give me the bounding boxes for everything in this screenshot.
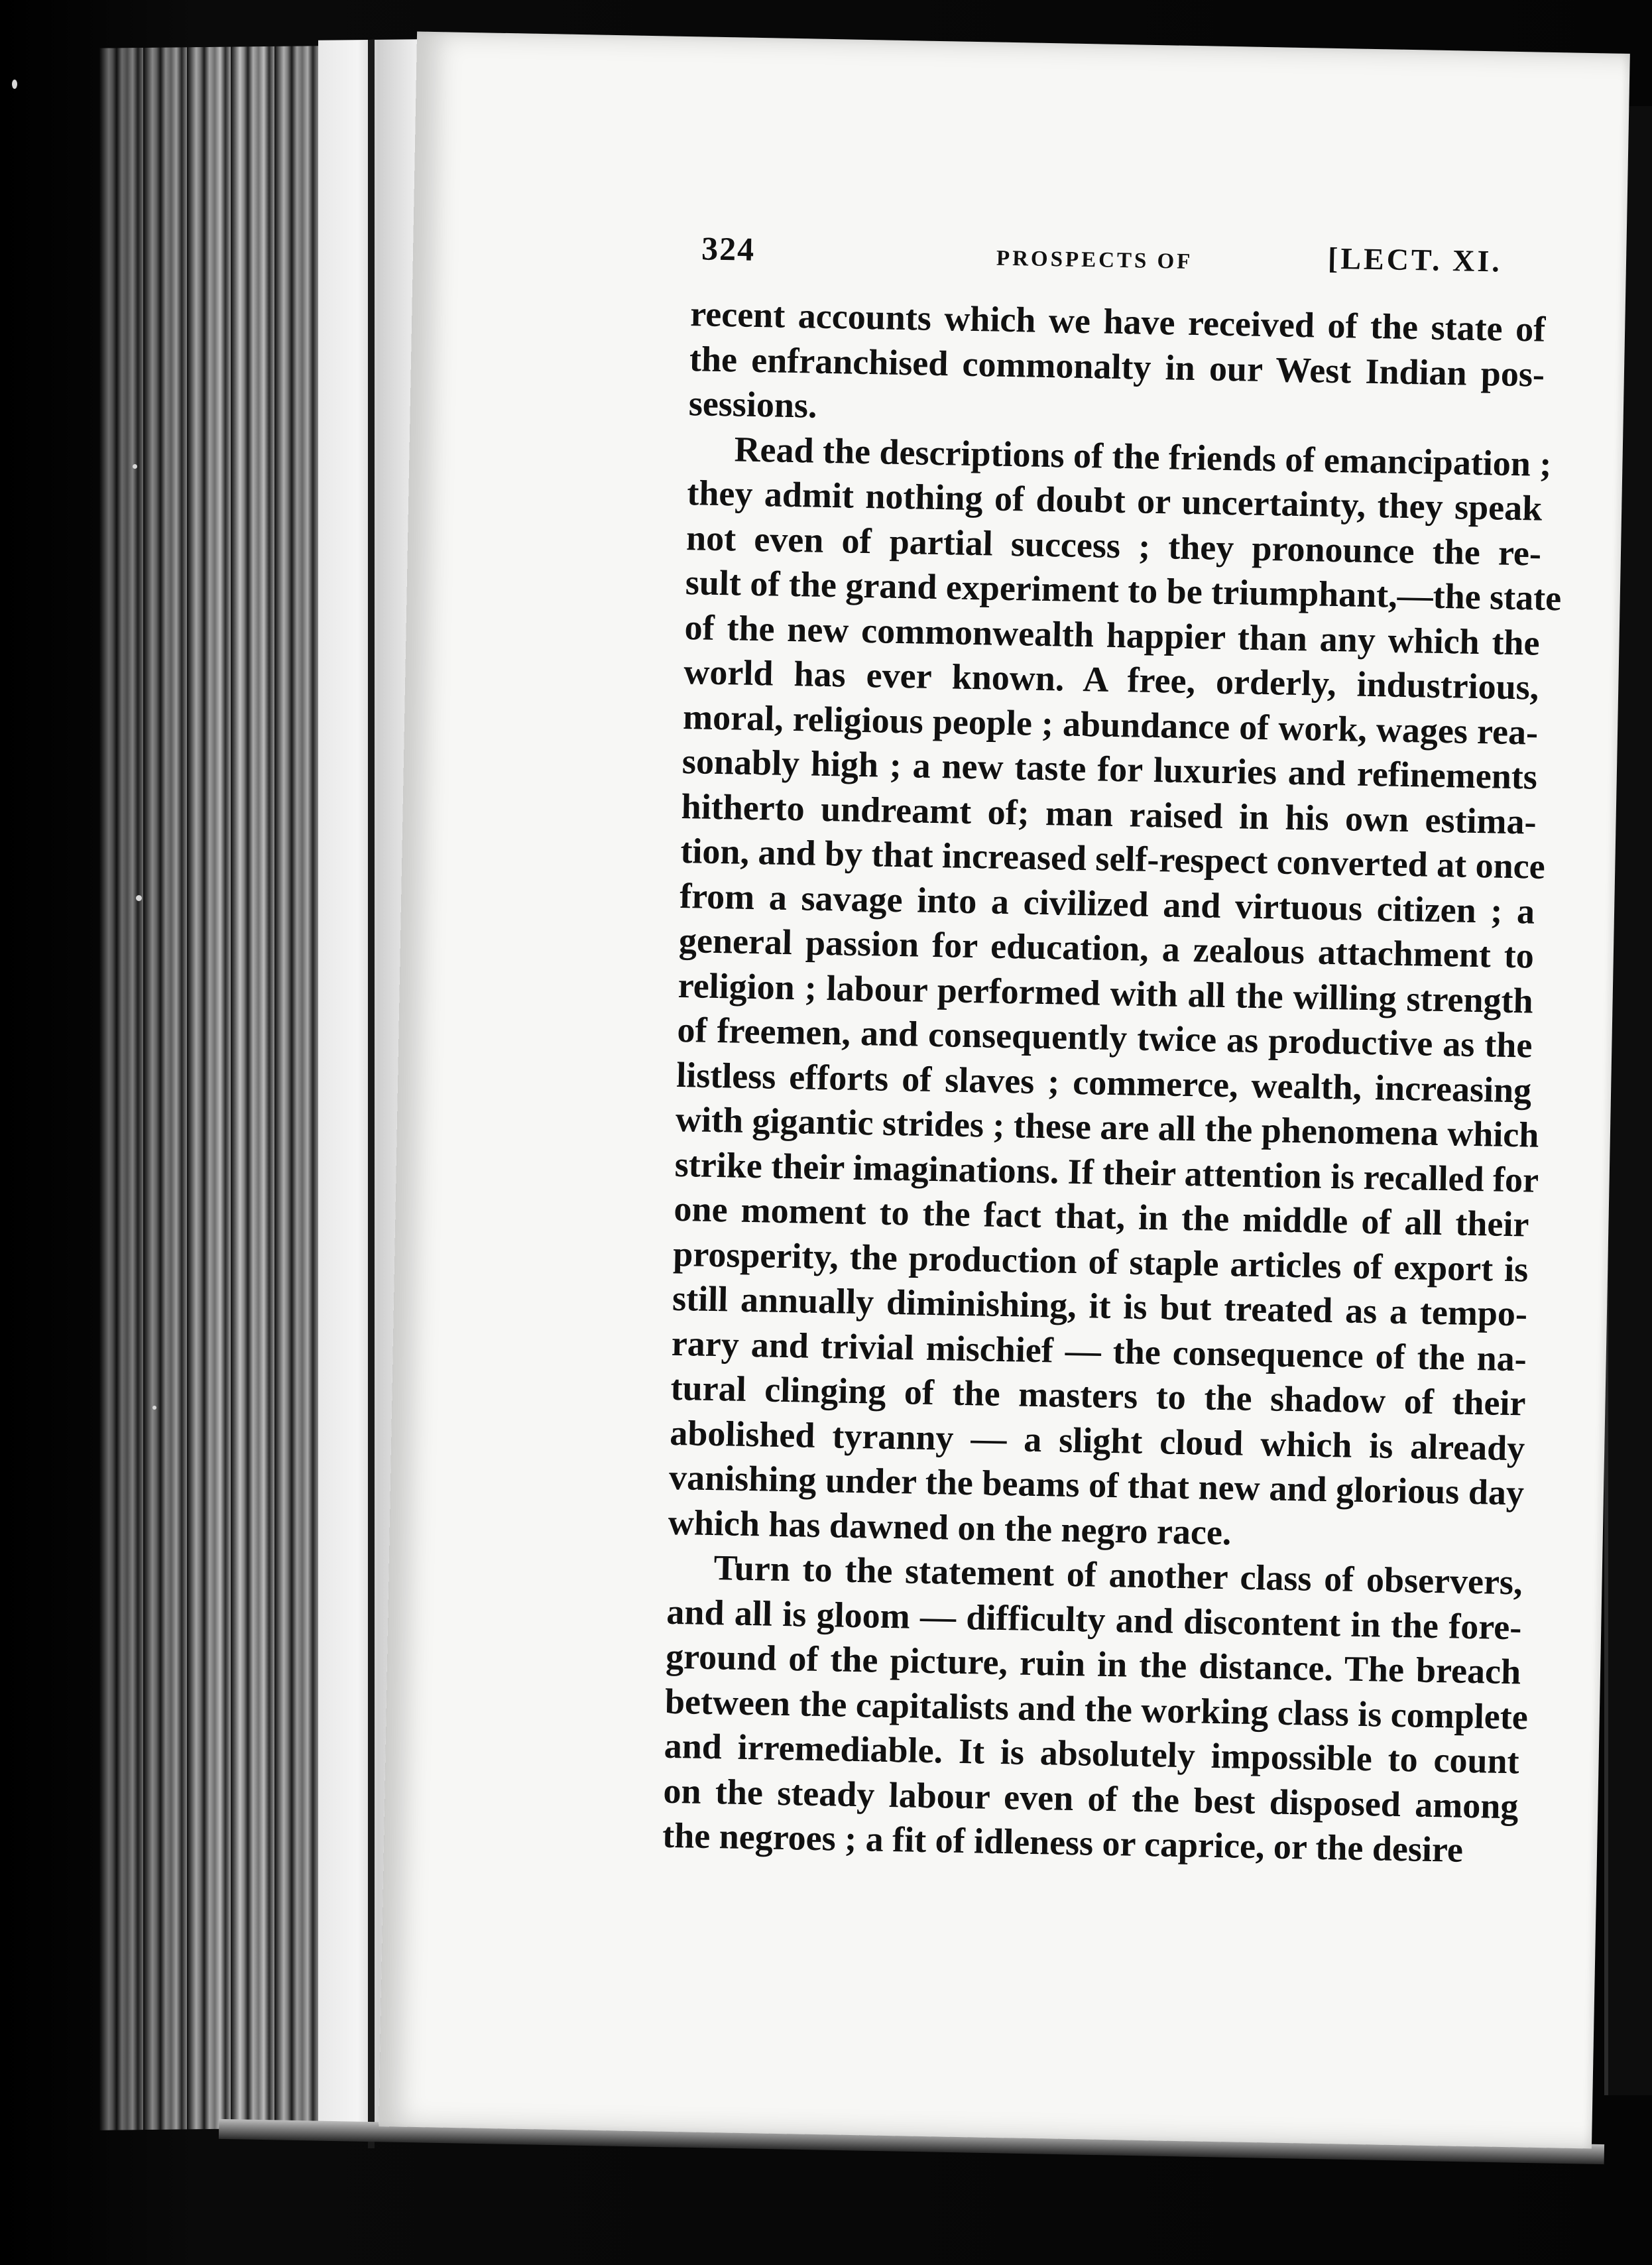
book-page [379,31,1630,2148]
paragraph [662,1545,1529,1874]
text-line: hitherto undreamt of; man raised in his own estima- [681,786,1537,842]
text-line: the enfranchised commonalty in our West Indian pos- [689,338,1545,395]
text-line: listless efforts of slaves ; commerce, wealth, increasing [676,1054,1532,1111]
text-line: ground of the picture, ruin in the distance. The breach [665,1636,1521,1692]
text-line: abolished tyranny — a slight cloud which is already [669,1412,1525,1468]
text-line: from a savage into a civilized and virtuous citizen ; a [679,875,1535,932]
text-line: and irremediable. It is absolutely impossible to count [664,1725,1520,1782]
text-line: not even of partial success ; they pronounce the re- [685,517,1542,574]
text-line: Read the descriptions of the friends of emancipation ; [734,428,1552,484]
text-line: tural clinging of the masters to the shadow of their [670,1367,1527,1424]
paragraph [668,426,1562,1561]
paragraph [688,292,1545,442]
text-line: of freemen, and consequently twice as productive as the [677,1009,1533,1066]
text-line: one moment to the fact that, in the middle of all their [674,1188,1529,1245]
spine-gutter [368,40,375,2148]
text-line: rary and trivial mischief — the consequence of the na- [671,1323,1527,1378]
text-line: moral, religious people ; abundance of work, wages rea- [682,696,1539,753]
text-line: vanishing under the beams of that new and glorious day [668,1457,1525,1513]
text-line: of the new commonwealth happier than any which the [684,607,1541,663]
text-line: tion, and by that increased self-respect converted at once [679,830,1546,887]
running-head-title: PROSPECTS OF [996,246,1193,274]
running-head-lecture: [LECT. XI. [1327,241,1503,278]
text-line: which has dawned on the negro race. [668,1502,1232,1552]
text-line: world has ever known. A free, orderly, industrious, [683,652,1539,707]
text-line: and all is gloom — difficulty and discontent in the fore- [666,1591,1522,1647]
page-text-layer [379,31,1630,2148]
text-line: the negroes ; a fit of idleness or caprice, or the desire [662,1815,1464,1870]
text-line: sonably high ; a new taste for luxuries and refinements [681,741,1538,797]
text-line: general passion for education, a zealous attachment to [678,920,1535,976]
text-line: on the steady labour even of the best disposed among [663,1770,1519,1826]
text-line: they admit nothing of doubt or uncertainty, they speak [686,473,1543,528]
text-line: strike their imaginations. If their attention is recalled for [674,1144,1539,1200]
text-line: Turn to the statement of another class of observers, [713,1548,1523,1603]
running-head [701,229,1563,291]
text-line: still annually diminishing, it is but treated as a tempo- [672,1278,1528,1334]
body-text [662,292,1562,1874]
text-line: recent accounts which we have received of the state of [689,294,1546,349]
text-line: prosperity, the production of staple articles of export is [672,1233,1529,1290]
text-line: religion ; labour performed with all the willing strength [678,965,1534,1021]
text-line: sessions. [688,383,817,426]
text-line: sult of the grand experiment to be triumphant,—the state [685,562,1562,619]
page-number: 324 [701,229,756,268]
text-line: with gigantic strides ; these are all the phenomena which [675,1099,1539,1155]
text-line: between the capitalists and the working class is complete [664,1681,1529,1737]
